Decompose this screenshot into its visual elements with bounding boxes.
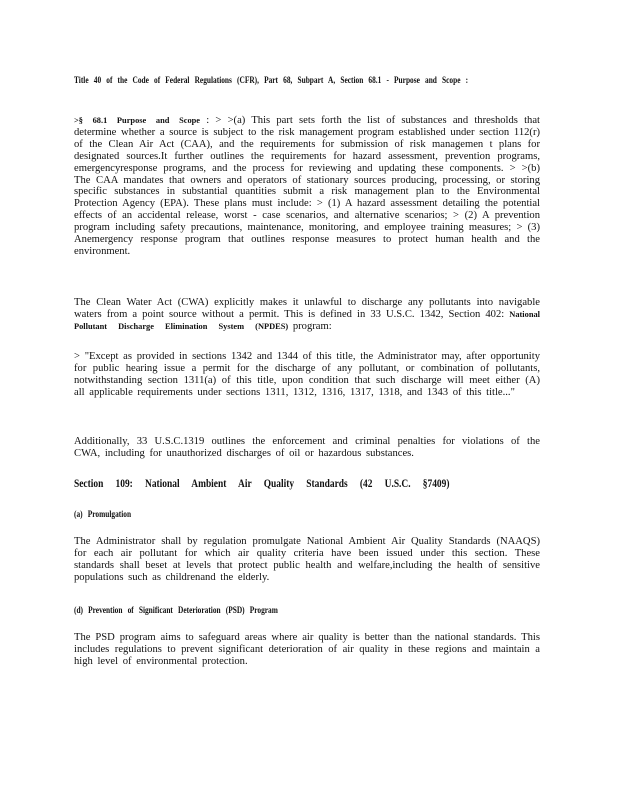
section-68-1-marker: >§ 68.1 Purpose and Scope [74,116,201,125]
cwa-tail-text: program: [288,320,332,332]
additionally-paragraph: Additionally, 33 U.S.C.1319 outlines the enforcement and criminal penalties for violations of the CWA, including for unauthorized discharges of oil or hazardous substances. [74,436,540,459]
statute-quote: > "Except as provided in sections 1342 and 1344 of this title, the Administrator may, after opportunity for public hearing issue a permit for the discharge of any pollutant, or combination of pollutants, notwithstanding section 1311(a) of this title, upon condition that such discharge will meet either (A) all applicable requirements under sections 1311, 1312, 1316, 1317, 1318, and 1343 of this title..." [74,351,540,398]
subsection-a-heading: (a) Promulgation [74,509,132,519]
subsection-a-text: The Administrator shall by regulation promulgate National Ambient Air Quality Standards (NAAQS) for each air pollutant for which air quality criteria have been issued under this section. These standards shall beset at levels that protect public health and welfare,including the health of sensitive populations such as childrenand the elderly. [74,536,540,583]
subsection-d-text: The PSD program aims to safeguard areas where air quality is better than the national standards. This includes regulations to prevent significant deterioration of air quality in these regions and maintain a high level of environmental protection. [74,632,540,667]
section-68-1-paragraph [74,115,540,258]
subsection-d-heading: (d) Prevention of Significant Deterioration (PSD) Program [74,605,278,615]
clean-water-act-paragraph [74,297,540,333]
section-109-heading: Section 109: National Ambient Air Quality Standards (42 U.S.C. §7409) [74,478,450,490]
document-title-line: Title 40 of the Code of Federal Regulations (CFR), Part 68, Subpart A, Section 68.1 - Purpose and Scope : [74,75,469,85]
section-68-1-text: : > >(a) This part sets forth the list of substances and thresholds that determine whether a source is subject to the risk management program established under section 112(r) of the Clean Air Act (CAA), and the requirements for submission of risk managemen t plans for designated sources.It further outlines the requirements for hazard assessment, prevention programs, emergencyresponse programs, and the process for reviewing and updating these components. > >(b) The CAA mandates that owners and operators of stationary sources producing, processing, or storing specific substances in substantial quantities submit a risk management plan to the Environmental Protection Agency (EPA). These plans must include: > (1) A hazard assessment detailing the potential effects of an accidental release, worst - case scenarios, and alternative scenarios; > (2) A prevention program including safety precautions, maintenance, monitoring, and employee training measures; > (3) Anemergency response program that outlines response measures to protect human health and the environment. [74,115,540,257]
npdes-label: National Pollutant Discharge Elimination System (NPDES) [74,309,540,331]
cwa-lead-text: The Clean Water Act (CWA) explicitly makes it unlawful to discharge any pollutants into navigable waters from a point source without a permit. This is defined in 33 U.S.C. 1342, Section 402: [74,297,540,320]
